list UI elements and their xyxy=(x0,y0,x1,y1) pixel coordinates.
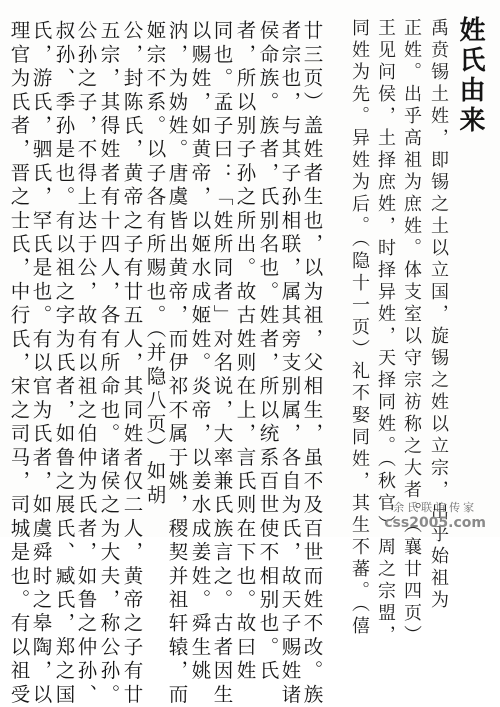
watermark-name: 余氏联谊传家 xyxy=(393,501,478,514)
quote-column: 禹贲锡土姓，即锡之土以立国，旋锡之姓以立宗，出乎始祖为 xyxy=(428,18,449,612)
text-column: 者宗也，与其子孙相联，属其旁支别属，各自为氏，故天子赐姓诸 xyxy=(278,20,302,707)
text-column: 以赐姓，如黄帝，以姬水成姬姓。炎帝，以姜水成姜姓。舜生姚 xyxy=(188,20,212,684)
text-column: 者，所以别子孙之所出。故古姓则在上，言氏则在下也。故曰姓 xyxy=(233,20,257,684)
text-column: 廿三页）盖姓者生也，以为祖，父相生，虽不及百世而姓不改。族 xyxy=(300,20,324,707)
text-column: 公孙之子，不得上达于公，故有以祖之伯仲为氏者，如鲁之仲孙、 xyxy=(74,20,98,707)
quote-column: 王见问侯，土择庶姓，时择异姓，天择同姓。（秋官）周之宗盟， xyxy=(375,18,396,647)
text-column: 氏，游氏，驷氏，罕氏是也。有以官为氏者，如虞舜时之皋陶，以 xyxy=(29,20,53,707)
text-column: 五宗，其得姓者有十四人，各有所命也。诸侯之为大夫，称公孙。 xyxy=(97,20,121,707)
text-column: 叔孙、季孙是也。有以祖之字为氏者，如鲁之展氏、臧氏，郑之国 xyxy=(52,20,76,707)
quote-column: 正姓。出乎高祖为庶姓。体支室以守宗祊称之大者。（襄廿四页） xyxy=(401,18,422,647)
watermark xyxy=(384,499,486,531)
text-column: 姬宗不系。以子各有所赐也。（并隐八页）如胡 xyxy=(143,20,167,508)
text-column: 侯命族。族者，氏别名也。姓者，所以统系百世使不相别也。氏 xyxy=(256,20,280,684)
quote-column: 同姓为先。异姓为后。（隐十一页）礼不娶同姓，其生不蕃。（僖 xyxy=(349,18,370,638)
text-column: 同也。孟子曰：「姓所同者」对名说，大率兼氏族言之。古者因生 xyxy=(210,20,234,707)
text-column: 公，封陈氏，黄帝之子有廿五人，其同姓者仅二人，黄帝之子有廿 xyxy=(120,20,144,707)
page-title: 姓氏由来 xyxy=(455,16,485,136)
text-column: 汭，为妫姓。唐虞皆出黄帝，而伊祁不属于姚，稷契并祖轩辕，而 xyxy=(165,20,189,707)
watermark-url: css2005.com xyxy=(384,515,486,531)
text-column: 理官为氏者，晋之士氏，中行氏，宋之司马，司城是也。有以祖受 xyxy=(7,20,31,707)
